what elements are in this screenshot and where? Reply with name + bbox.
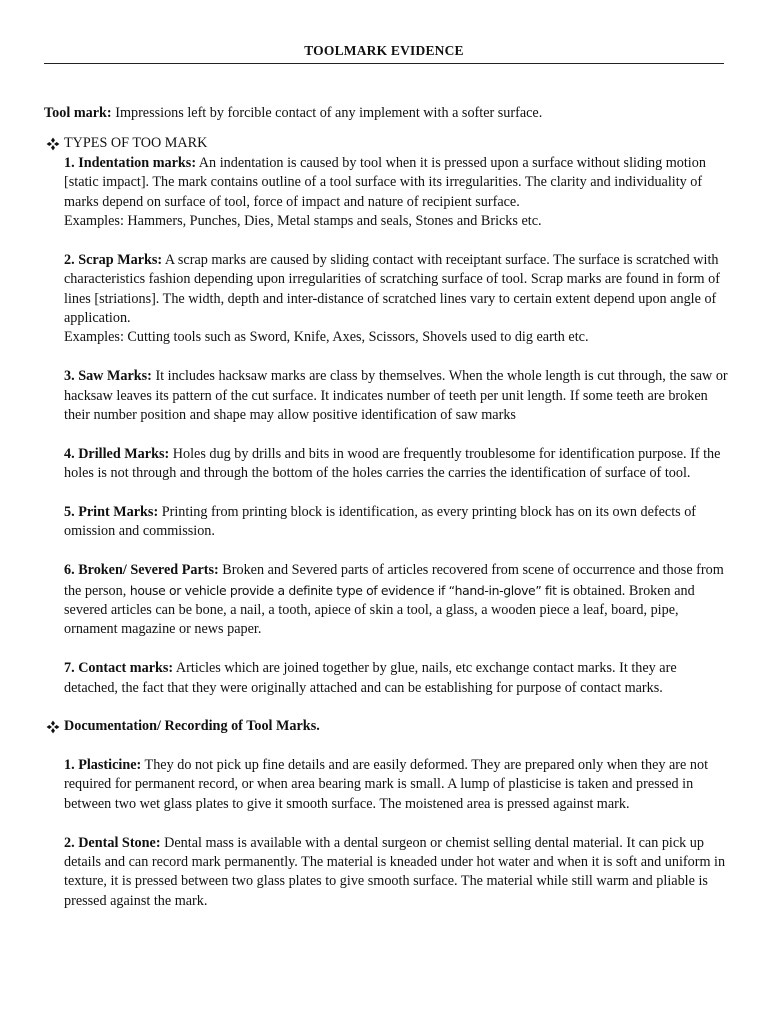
item-text: They do not pick up fine details and are easily deformed. They are prepared only when they are not required for permanent record, or when area bearing mark is small. A lump of plasticise is taken and pressed in between two wet glass plates to give it smooth surface. The moistened area is pressed against mark. [64, 756, 709, 812]
type-item-drilled [64, 445, 728, 484]
tool-mark-definition [44, 104, 724, 123]
four-diamond-bullet-icon [46, 137, 60, 151]
type-item-scrap [64, 251, 728, 348]
item-text: An indentation is caused by tool when it is pressed upon a surface without sliding motion [static impact]. The mark contains outline of a tool surface with its irregularities. The clarity and individuality of marks depend on surface of tool, force of impact and nature of recipient surface. [64, 154, 706, 210]
type-item-contact [64, 659, 728, 698]
item-label: 1. Plasticine: [64, 756, 142, 773]
doc-item-dental-stone [64, 834, 728, 912]
item-text: Dental mass is available with a dental surgeon or chemist selling dental material. It can pick up details and can record mark permanently. The material is kneaded under hot water and when it is soft and uniform in texture, it is pressed between two glass plates to give smooth surface. The material while still warm and pliable is pressed against the mark. [64, 834, 726, 909]
type-item-indentation [64, 154, 728, 232]
item-label: 3. Saw Marks: [64, 368, 152, 385]
item-label: 2. Scrap Marks: [64, 251, 163, 268]
documentation-items [44, 756, 724, 911]
type-item-print [64, 503, 728, 542]
item-text: Articles which are joined together by glue, nails, etc exchange contact marks. It they are detached, the fact that they were originally attached and can be establishing for purpose of contact marks. [64, 660, 677, 696]
doc-item-plasticine [64, 756, 728, 814]
documentation-section-heading [44, 717, 724, 736]
documentation-heading-label: Documentation/ Recording of Tool Marks. [64, 718, 320, 735]
item-label: 2. Dental Stone: [64, 834, 161, 851]
item-text: A scrap marks are caused by sliding contact with receiptant surface. The surface is scratched with characteristics fashion depending upon irregularities of scratching surface of tool. Scrap marks are found in form of lines [striations]. The width, depth and inter-distance of scratched lines vary to certain extent depend upon angle of application. [64, 251, 720, 327]
item-text: Broken and Severed parts of articles recovered from scene of occurrence and those from the person, [64, 562, 724, 599]
types-heading-label: TYPES OF TOO MARK [64, 135, 208, 152]
four-diamond-bullet-icon [46, 720, 60, 734]
definition-term: Tool mark: [44, 105, 112, 121]
type-item-saw [64, 367, 728, 425]
item-label: 6. Broken/ Severed Parts: [64, 562, 219, 579]
item-label: 4. Drilled Marks: [64, 445, 170, 462]
item-text: obtained. Broken and severed articles can be bone, a nail, a tooth, apiece of skin a tool, a glass, a wooden piece a leaf, board, pipe, ornament magazine or news paper. [64, 582, 695, 638]
item-text: Holes dug by drills and bits in wood are frequently troublesome for identification purpose. If the holes is not through and through the bottom of the holes carries the carries the identification of surface of tool. [64, 445, 721, 482]
title-divider [44, 63, 724, 64]
page-title: TOOLMARK EVIDENCE [304, 43, 464, 58]
document-page [44, 0, 728, 911]
item-text: It includes hacksaw marks are class by themselves. When the whole length is cut through, the saw or hacksaw leaves its pattern of the cut surface. It indicates number of teeth per unit length. If some teeth are broken their number position and shape may allow positive identification of saw marks [64, 368, 728, 424]
item-text: Printing from printing block is identification, as every printing block has on its own defects of omission and commission. [64, 504, 697, 540]
item-label: 5. Print Marks: [64, 504, 159, 521]
types-section-heading [44, 134, 724, 153]
type-item-broken [64, 561, 728, 640]
item-examples: Examples: Hammers, Punches, Dies, Metal stamps and seals, Stones and Bricks etc. [64, 213, 542, 230]
item-label: 1. Indentation marks: [64, 154, 197, 171]
item-examples: Examples: Cutting tools such as Sword, Knife, Axes, Scissors, Shovels used to dig earth etc. [64, 329, 589, 346]
definition-text: Impressions left by forcible contact of any implement with a softer surface. [111, 105, 543, 121]
item-text-alt-font: house or vehicle provide a definite type of evidence if “hand-in-glove” fit is [129, 582, 570, 598]
item-label: 7. Contact marks: [64, 660, 174, 677]
